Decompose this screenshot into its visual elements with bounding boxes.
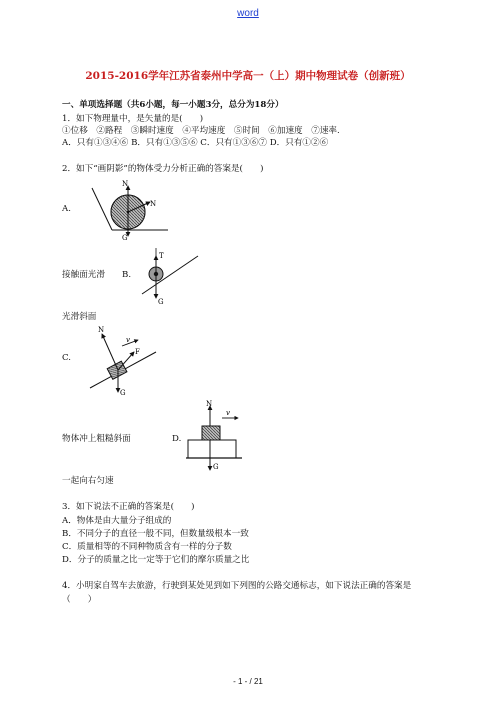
figure-c-v-label: v bbox=[126, 336, 130, 344]
q3-option-a: A．物体是由大量分子组成的 bbox=[62, 516, 172, 526]
figure-a-n2-label: N bbox=[150, 200, 157, 208]
q3-stem: 3．如下说法不正确的答案是( ) bbox=[62, 502, 195, 512]
q3-option-d: D．分子的质量之比一定等于它们的摩尔质量之比 bbox=[62, 555, 250, 565]
figure-a-n1-label: N bbox=[122, 180, 129, 188]
figure-c-f-label: F bbox=[135, 348, 140, 356]
q3-option-b: B．不同分子的直径一般不同，但数量级根本一致 bbox=[62, 529, 249, 539]
q2-option-d-label: D. bbox=[172, 434, 182, 444]
header-word-link[interactable]: word bbox=[237, 8, 259, 19]
figure-b-t-label: T bbox=[159, 252, 164, 260]
figure-d-n-label: N bbox=[206, 400, 213, 408]
section-heading: 一、单项选择题（共6小题，每一小题3分，总分为18分） bbox=[62, 100, 284, 110]
page-number: - 1 - / 21 bbox=[233, 677, 263, 686]
q1-stem: 1．如下物理量中，是矢量的是( ) bbox=[62, 114, 204, 124]
figure-c-g-label: G bbox=[120, 389, 126, 397]
q2-stem: 2．如下“画阴影”的物体受力分析正确的答案是( ) bbox=[62, 164, 264, 174]
figure-d-v-label: v bbox=[226, 409, 230, 417]
figure-d-g-label: G bbox=[213, 463, 219, 471]
q2-option-b-caption: 光滑斜面 bbox=[62, 312, 97, 322]
figure-a-g-label: G bbox=[122, 234, 128, 242]
q2-option-b-label: B. bbox=[122, 270, 132, 280]
figure-b-g-label: G bbox=[158, 298, 164, 306]
q2-option-a-caption: 接触面光滑 bbox=[62, 270, 105, 280]
q2-option-c-label: C. bbox=[62, 353, 72, 363]
figure-a bbox=[92, 180, 172, 240]
page-title: 2015-2016学年江苏省泰州中学高一（上）期中物理试卷（创新班） bbox=[85, 70, 411, 82]
figure-b bbox=[140, 244, 200, 306]
q4-stem-line1: 4．小明家自驾车去旅游，行驶到某处见到如下列图的公路交通标志，如下说法正确的答案是 bbox=[62, 581, 412, 591]
q4-stem-line2: （ ） bbox=[62, 595, 97, 605]
figure-d bbox=[186, 400, 248, 472]
q3-option-c: C．质量相等的不同种物质含有一样的分子数 bbox=[62, 542, 232, 552]
q2-option-c-caption: 物体冲上粗糙斜面 bbox=[62, 434, 131, 444]
figure-c-n-label: N bbox=[98, 326, 105, 334]
figure-c bbox=[86, 324, 158, 396]
q2-option-a-label: A. bbox=[62, 204, 71, 214]
q1-items: ①位移 ②路程 ③瞬时速度 ④平均速度 ⑤时间 ⑥加速度 ⑦速率. bbox=[62, 126, 340, 136]
q2-option-d-caption: 一起向右匀速 bbox=[62, 476, 114, 486]
q1-options: A．只有①③④⑥ B．只有①③⑤⑥ C．只有①③⑥⑦ D．只有①②⑥ bbox=[62, 138, 329, 148]
